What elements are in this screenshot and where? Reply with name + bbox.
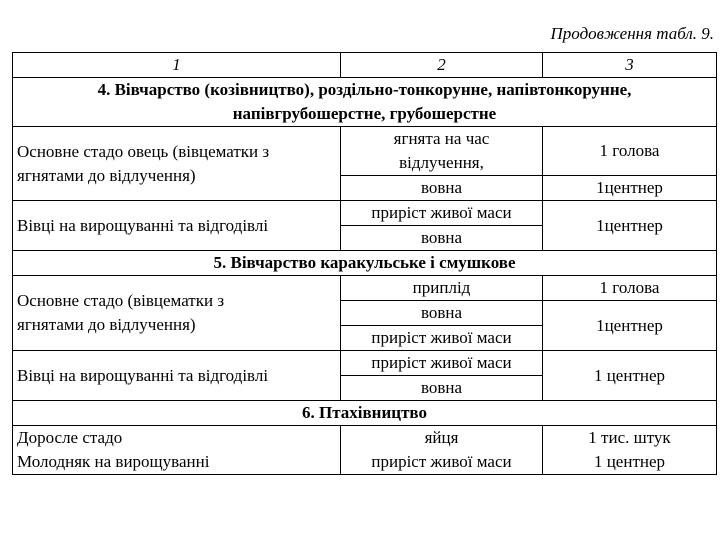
unit-cell: 1 голова <box>543 276 717 301</box>
unit-cell: 1центнер <box>543 176 717 201</box>
table-row <box>13 276 717 301</box>
section-6-header <box>13 401 717 426</box>
table-row <box>13 351 717 376</box>
product-cell: вовна <box>341 176 543 201</box>
product-cell: яйця <box>341 426 543 451</box>
table-header-row <box>13 53 717 78</box>
section-5-header <box>13 251 717 276</box>
unit-cell: 1центнер <box>543 201 717 251</box>
product-line-2: відлучення, <box>399 153 484 172</box>
table-row <box>13 426 717 451</box>
product-cell: вовна <box>341 226 543 251</box>
unit-cell: 1 центнер <box>543 450 717 475</box>
product-cell: вовна <box>341 376 543 401</box>
product-cell: приплід <box>341 276 543 301</box>
row-name <box>13 127 341 201</box>
data-table <box>12 52 717 475</box>
row-name-line-1: Основне стадо (вівцематки з <box>17 291 225 310</box>
unit-cell: 1центнер <box>543 301 717 351</box>
row-name-line-1: Основне стадо овець (вівцематки з <box>17 141 270 161</box>
table-row <box>13 450 717 475</box>
product-cell: приріст живої маси <box>341 326 543 351</box>
table-continuation-caption: Продовження табл. 9. <box>550 24 714 43</box>
unit-cell: 1 центнер <box>543 351 717 401</box>
table-row <box>13 201 717 226</box>
section-5-title: 5. Вівчарство каракульське і смушкове <box>13 251 717 276</box>
column-number-2: 2 <box>341 53 543 78</box>
unit-cell: 1 тис. штук <box>543 426 717 451</box>
column-number-1: 1 <box>13 53 341 78</box>
section-4-title-line-2: напівгрубошерстне, грубошерстне <box>232 104 497 123</box>
row-name-line-2: ягнятами до відлучення) <box>17 315 196 334</box>
product-line-1: ягнята на час <box>393 129 490 148</box>
column-number-3: 3 <box>543 53 717 78</box>
row-name: Молодняк на вирощуванні <box>13 450 341 475</box>
product-cell: приріст живої маси <box>341 201 543 226</box>
unit-cell: 1 голова <box>543 127 717 176</box>
section-4-title <box>13 78 717 127</box>
row-name <box>13 276 341 351</box>
row-name-line-2: ягнятами до відлучення) <box>17 165 196 185</box>
section-4-title-line-1: 4. Вівчарство (козівництво), роздільно-тонкорунне, напівтонкорунне, <box>97 80 632 99</box>
product-cell <box>341 127 543 176</box>
product-cell: вовна <box>341 301 543 326</box>
section-4-header <box>13 78 717 127</box>
row-name: Вівці на вирощуванні та відгодівлі <box>13 351 341 401</box>
table-row <box>13 127 717 176</box>
row-name: Доросле стадо <box>13 426 341 451</box>
row-name: Вівці на вирощуванні та відгодівлі <box>13 201 341 251</box>
product-cell: приріст живої маси <box>341 450 543 475</box>
section-6-title: 6. Птахівництво <box>13 401 717 426</box>
product-cell: приріст живої маси <box>341 351 543 376</box>
